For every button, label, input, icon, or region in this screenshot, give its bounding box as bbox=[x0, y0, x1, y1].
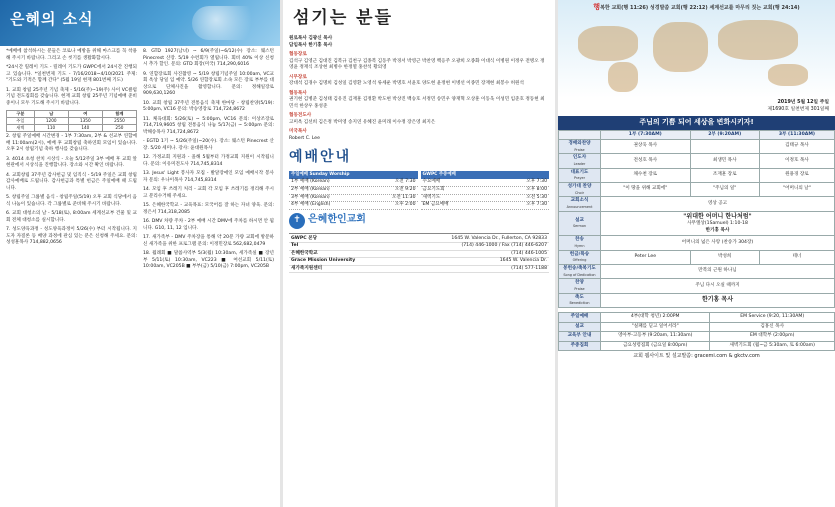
table-header: 합계 bbox=[102, 111, 136, 118]
order-cell: 영상 공고 bbox=[601, 197, 835, 211]
continent-shape bbox=[578, 26, 638, 61]
order-cell: "어머니의 날" bbox=[759, 183, 834, 197]
order-cell: 권상욱 목사 bbox=[601, 140, 691, 154]
address-value: 1645 W. Valencia Dr., Fullerton, CA 92833 bbox=[451, 235, 547, 241]
order-row bbox=[559, 168, 835, 182]
order-cell: 한기홍 목사 bbox=[601, 293, 835, 307]
news-item: *24시간 릴레이 기도 - 릴레이 기도가 GWPC에서 24시간 진행되고 있습니다. *일천번제 기도 - 7/16/2018~4/10/2021 주제: "기도와 기적은 함께 간다" (5월 19일 현재 801번째 기도) bbox=[6, 65, 137, 84]
news-item: *예배에 참석하시는 분들은 코로나 예방을 위해 마스크를 꼭 착용해 주시기 바랍니다. 그리고 손 씻기를 생활화합시다. bbox=[6, 49, 137, 61]
order-cell: 박성희 bbox=[690, 250, 759, 264]
servants-panel bbox=[283, 0, 555, 507]
news-item: 2. 창립 주일예배 시간변경 - 1부 7:30am, 2부 & 선교부 연합예배 11:00am(2시), 예배 후 교회창립 축하연회 모임이 있습니다. 오후 2시 창립기념 축하 행사를 갖습니다. bbox=[6, 133, 137, 153]
news-title: 은혜의 소식 bbox=[10, 10, 94, 28]
group-members: Robert C. Lee bbox=[289, 135, 320, 141]
address-label: GWPC 본당 bbox=[291, 235, 318, 241]
sermon-title: "위대한 어머니 한나처럼" bbox=[683, 212, 752, 220]
table-header: 여 bbox=[68, 111, 102, 118]
order-label-en: Announcement bbox=[566, 204, 593, 209]
continent-shape bbox=[608, 62, 638, 92]
service-header: 1부 (7:30AM) bbox=[601, 130, 691, 140]
banner-decoration bbox=[192, 6, 272, 40]
row-time: 오후 8:00 bbox=[526, 186, 547, 192]
church-logo bbox=[289, 213, 549, 229]
table-corner bbox=[559, 130, 601, 140]
order-row bbox=[559, 211, 835, 236]
service-label: 교육부 안내 bbox=[559, 332, 601, 342]
order-label-en: Hymn bbox=[574, 243, 585, 248]
address-row bbox=[289, 251, 549, 259]
order-cell bbox=[690, 140, 759, 154]
news-item: 11. 체육대회: 5/26(토) ~ 5:00pm, VC16 문의: 이상조장로 714,719,9605 창립 전통음식 나눔 5/17(금) ~ 5:00pm 문의: 박해송목사 714,724,8672 bbox=[143, 116, 274, 135]
service-row bbox=[559, 313, 835, 323]
table-cell: 새벽 bbox=[7, 125, 35, 132]
news-item: 6. 교회 대청소의 날 - 5/18(토), 8:00am 세계선교부 건물 및 교회 전체 대청소를 실시합니다. bbox=[6, 211, 137, 223]
order-row bbox=[559, 250, 835, 264]
website-footer[interactable]: 교회 웹사이트 및 설교말씀: gracemi.com & gkctv.com bbox=[633, 353, 760, 360]
service-cell: 영아부-고등부 (9:20am, 11:30am) bbox=[601, 332, 710, 342]
order-cell: 채수천 장로 bbox=[601, 168, 691, 182]
row-time: 오전 5:30 bbox=[526, 194, 547, 200]
order-cell: 만복의 근원 하나님 bbox=[601, 265, 835, 279]
order-label-en: Offering bbox=[572, 258, 587, 263]
address-row bbox=[289, 266, 549, 274]
order-row bbox=[559, 293, 835, 307]
news-item: 12. 가정교회 지원과 - 올해 5월부터 가정교회 지원이 시작됩니다. 문의: 이유미전도사 714,745,8314 bbox=[143, 155, 274, 167]
row-label: 3부 예배 (Korean) bbox=[291, 194, 330, 200]
address-label: 새가족지원센터 bbox=[291, 265, 323, 271]
slogan-text: 복한 교회(행 11:26) 성경말씀 교회(행 22:12) 세계선교를 마무리 짓는 교회(행 24:14) bbox=[600, 5, 800, 11]
group-members: 고미옥 김선희 김은정 박미영 송지연 유혜진 윤미래 이수정 장은영 최지은 bbox=[289, 119, 436, 125]
table-header: 남 bbox=[34, 111, 68, 118]
news-item: 9. 연합장로회 사진촬영 ~ 5/19 창립기념주일 10:00am, VC교회 옥상 당일 입 예약. 5/26 연합장로회 소속 모든 장로 부부를 대상으로 단체사진을 촬영합니다. 문의: 정해일장로 909,630,1260 bbox=[143, 71, 274, 97]
group-members: 김석구 김영근 김대진 김복규 김천구 김종복 김동주 박경서 박영근 박찬영 백응주 오광희 오종화 이대식 이병원 이정우 전병오 정영윤 정재식 조상현 최병수 한정열 홍찬석 황의영 bbox=[289, 58, 545, 71]
schedule-row bbox=[421, 202, 550, 210]
service-label: 주중집회 bbox=[559, 341, 601, 351]
news-item: 10. 교회 창립 37주년 전통음식 축제 한마당 - 창립찬양(5/19): 5:00pm, VC16 문의: 박승영장로 714,724,8672 bbox=[143, 100, 274, 113]
order-label-en: Choir bbox=[575, 190, 584, 195]
row-label: 수요예배 bbox=[422, 179, 441, 185]
news-item: 17. 새가족부 - DMV 주차장을 통해 약 20분 가량 교회에 방문하신 새가족을 위한 프로그램 문의: 이정민장로 562,682,0479 bbox=[143, 235, 274, 247]
service-row bbox=[559, 322, 835, 332]
address-label: 은혜한국학교 bbox=[291, 250, 318, 256]
order-cell: 최생민 목사 bbox=[690, 154, 759, 168]
row-time: 오후 2:00 bbox=[394, 202, 416, 208]
order-cell: 테너 bbox=[759, 250, 834, 264]
service-cell: EM 대학부 (2:00pm) bbox=[710, 332, 835, 342]
row-label: 금요기도회 bbox=[422, 186, 445, 192]
order-cell: 전성호 목사 bbox=[601, 154, 691, 168]
order-cell: Peter Lee bbox=[601, 250, 691, 264]
row-time: 오후 7:30 bbox=[526, 179, 547, 185]
order-cell: 원용경 장로 bbox=[759, 168, 834, 182]
news-panel bbox=[0, 0, 280, 507]
order-cell: 어머니의 넓은 사랑 (찬송가 304장) bbox=[601, 236, 835, 250]
address-list bbox=[289, 233, 549, 274]
news-item: 18. 월례회 ■ 말씀사역부 5/3(월) 10:30am, 세가족실 ■ 장년부 5/11(토) 10:30am, VC223 ■ 여선교회 5/11(토) 10:00am, VC205B ■ 부부(금) 5/10(금) 7:00pm, VC205B bbox=[143, 251, 274, 270]
address-row bbox=[289, 258, 549, 266]
table-cell: 1200 bbox=[34, 118, 68, 125]
order-cell: "이 땅을 위해 교회에" bbox=[601, 183, 691, 197]
order-label-en: Leader bbox=[573, 161, 586, 166]
church-name: 은혜한인교회 bbox=[308, 214, 366, 226]
row-time: 오전 9:20 bbox=[394, 186, 416, 192]
schedule-row bbox=[421, 179, 550, 187]
address-value: (714) 577-1188 bbox=[511, 265, 547, 271]
address-value: (714) 446-1005 bbox=[511, 250, 547, 256]
order-label: 성가대 찬양 bbox=[567, 184, 592, 190]
table-cell: 주일 bbox=[7, 118, 35, 125]
news-item: 14. 모임 후 쓰레기 처리 - 교회 각 모임 후 쓰레기를 정리해 주시고 분리수거해 주세요. bbox=[143, 187, 274, 199]
group-members: 권기현 김병준 김성태 김유진 김재훈 김정환 박도현 박상진 백승호 서정민 송민우 양재혁 오상훈 이동욱 이성민 임준호 정동현 최민석 한상우 홍성준 bbox=[289, 97, 545, 109]
service-label: 설교 bbox=[559, 322, 601, 332]
order-label: 인도자 bbox=[572, 155, 587, 161]
news-left-column bbox=[6, 49, 137, 274]
order-cell: 김태규 목사 bbox=[759, 140, 834, 154]
group-title: 미국목사 bbox=[289, 129, 307, 135]
order-label: 헌금/특송 bbox=[569, 251, 590, 257]
schedule-row bbox=[289, 202, 418, 210]
news-item: 5. 창립주일 그룹별 음식 - 창립주일(5/19) 오후 교회 식당에서 음식 나눔이 있습니다. 각 그룹별로 준비해 주시기 바랍니다. bbox=[6, 195, 137, 207]
order-label: 찬송 bbox=[575, 237, 584, 243]
order-label: 설교 bbox=[575, 217, 584, 223]
schedule-row bbox=[289, 195, 418, 203]
continent-shape bbox=[718, 20, 798, 60]
news-item: 7. 성도양육과정 - 성도양육과정이 5/26(수) 부터 시작됩니다. 지도자 자질론 등 배양 과정에 관심 있는 분은 신청해 주세요. 문의: 성성훈목사 714,882,0656 bbox=[6, 227, 137, 246]
schedule-section bbox=[289, 171, 418, 209]
group-members: 강대석 김경수 김명희 김성일 김영환 노영석 류세운 박명호 서윤호 양도현 윤정현 이병선 이종민 장재현 최봉수 허원석 bbox=[289, 81, 524, 87]
schedule-row bbox=[289, 187, 418, 195]
attendance-table bbox=[6, 110, 137, 132]
worship-schedule bbox=[289, 148, 549, 209]
bulletin-front bbox=[558, 0, 835, 507]
order-label: 대표기도 bbox=[570, 169, 589, 175]
order-cell: "주님의 일" bbox=[690, 183, 759, 197]
order-row bbox=[559, 236, 835, 250]
order-label: 찬양 bbox=[575, 280, 584, 286]
news-item: 3. 4014 초청 찬치 시상식 - 오늘 5/12주일 3부 예배 후 교회 앞 현관에서 시상식을 진행합니다. 장소와 시간 확인 바랍니다. bbox=[6, 156, 137, 169]
senior-pastor: 원로목사 김광신 목사 bbox=[289, 36, 333, 42]
sermon-preacher: 한기홍 목사 bbox=[705, 227, 730, 233]
order-label-en: Song of Dedication bbox=[563, 272, 596, 277]
order-cell: 조재훈 장로 bbox=[690, 168, 759, 182]
theme-banner: 주님의 기쁨 되어 세상을 변화시키자! bbox=[558, 116, 835, 130]
news-item: 4. 교회창립 37주년 감사헌금 및 임직식 - 5/19 주일은 교회 창립 감사예배로 드립니다. 감사헌금과 특별 헌금은 주일예배 때 드립니다. bbox=[6, 172, 137, 191]
church-logo-icon: ✝ bbox=[289, 213, 305, 229]
order-cell: 주님 다시 오실 때까지 bbox=[601, 279, 835, 293]
news-item: 13. Jesus' Light 봉사자 모집 - 발달장애인 모임 예배시작 봉사자 문의: 우나이목사 714,745,8314 bbox=[143, 171, 274, 183]
worship-order-table bbox=[558, 130, 835, 309]
news-right-column bbox=[143, 49, 274, 274]
service-cell: "실패를 딛고 일어서라" bbox=[601, 322, 710, 332]
schedule-row bbox=[421, 187, 550, 195]
row-label: 4부 예배 (English) bbox=[291, 202, 331, 208]
news-banner bbox=[0, 0, 280, 46]
lead-pastor: 담임목사 한기홍 목사 bbox=[289, 42, 333, 48]
service-row bbox=[559, 332, 835, 342]
other-services-table bbox=[558, 312, 835, 351]
order-row bbox=[559, 279, 835, 293]
service-header: 2부 (9:20AM) bbox=[690, 130, 759, 140]
slogan-prefix: 행 bbox=[593, 3, 601, 11]
row-time: 오후 7:30 bbox=[526, 202, 547, 208]
order-label-en: Prayer bbox=[574, 176, 585, 181]
address-value: 1645 W. Valencia Dr. bbox=[499, 258, 547, 264]
address-row bbox=[289, 236, 549, 244]
table-cell: 250 bbox=[102, 125, 136, 132]
continent-shape bbox=[653, 22, 708, 72]
row-time: 오전 7:30 bbox=[394, 179, 416, 185]
row-label: 2부 예배 (Korean) bbox=[291, 186, 330, 192]
table-cell: 2550 bbox=[102, 118, 136, 125]
group-title: 협동장로 bbox=[289, 52, 307, 58]
table-header: 구분 bbox=[7, 111, 35, 118]
row-time: 오전 11:30 bbox=[391, 194, 416, 200]
schedule-section bbox=[421, 171, 550, 209]
service-cell: 새벽기도회 (월~금 5:30am, 토 6:00am) bbox=[710, 341, 835, 351]
order-label-en: Praise bbox=[574, 286, 585, 291]
address-label: Grace Mission University bbox=[291, 258, 356, 264]
service-cell: 4부(대학 청년) 2:00PM bbox=[601, 313, 710, 323]
service-label: 주일예배 bbox=[559, 313, 601, 323]
order-row bbox=[559, 197, 835, 211]
order-row bbox=[559, 154, 835, 168]
row-label: 1부 예배 (Korean) bbox=[291, 179, 330, 185]
schedule-row bbox=[289, 179, 418, 187]
table-cell: 110 bbox=[34, 125, 68, 132]
section-header: 주일예배 Sunday Worship bbox=[289, 171, 418, 179]
order-row bbox=[559, 183, 835, 197]
order-row bbox=[559, 265, 835, 279]
continent-shape bbox=[768, 64, 808, 86]
service-cell: 금요성령집회 (금요일 8:00pm) bbox=[601, 341, 710, 351]
schedule-title: 예배안내 bbox=[289, 149, 352, 166]
order-label: 경배와찬양 bbox=[568, 141, 591, 147]
servants-title: 섬기는 분들 bbox=[293, 8, 394, 28]
bulletin-volume: 제1690호 일천번제 301일째 bbox=[767, 106, 829, 112]
service-cell: EM Service (9:20, 11:30AM) bbox=[710, 313, 835, 323]
service-cell: 김홍신 목사 bbox=[710, 322, 835, 332]
order-label-en: Sermon bbox=[572, 224, 587, 229]
order-label: 교회소식 bbox=[570, 198, 589, 204]
order-label: 봉헌송/축복기도 bbox=[563, 266, 596, 271]
group-title: 협동전도사 bbox=[289, 113, 312, 119]
order-cell: 이정호 목사 bbox=[759, 154, 834, 168]
table-cell: 1350 bbox=[68, 118, 102, 125]
address-value: (714) 446-1000 / Fax (714) 446-6207 bbox=[461, 243, 547, 249]
order-label-en: Praise bbox=[574, 147, 585, 152]
schedule-row bbox=[421, 195, 550, 203]
sermon-scripture: 사무엘상(1Samuel) 1:10-18 bbox=[687, 221, 748, 227]
news-item: - EGTD 1기 ~ 5/26(주일)~20(수). 장소: 웨스턴 Pinecrest 산장. 5/20 세미나. 강사: 윤대원목사 bbox=[143, 139, 274, 151]
group-title: 시무장로 bbox=[289, 74, 307, 80]
address-label: Tel bbox=[291, 243, 299, 249]
order-label: 축도 bbox=[575, 294, 584, 300]
group-title: 협동목사 bbox=[289, 90, 307, 96]
order-label-en: Benediction bbox=[569, 301, 590, 306]
table-cell: 140 bbox=[68, 125, 102, 132]
service-row bbox=[559, 341, 835, 351]
bulletin-date: 2019년 5월 12일 주일 bbox=[777, 100, 829, 105]
news-item: 1. 교회 창립 25주년 기념 축제 - 5/16(주)~19(주) 사이 VC클럽 기념 전도집회를 갖습니다. 현재 교회 창립 25주년 기념예배 준비 중이니 모두 기도해 주시기 바랍니다. bbox=[6, 87, 137, 106]
order-row bbox=[559, 140, 835, 154]
row-label: EM 금요예배 bbox=[422, 202, 449, 208]
church-slogan bbox=[562, 3, 831, 13]
service-header: 3부 (11:30AM) bbox=[759, 130, 834, 140]
news-item: 16. DMV 차량 주차 - 2부 예배 시간 DMV에 주차를 하시면 안 됩니다. G10, 11, 12 입니다. bbox=[143, 219, 274, 231]
row-label: 새벽기도 bbox=[422, 194, 441, 200]
address-row bbox=[289, 243, 549, 251]
news-item: 15. 은혜한국학교 - 교육목표: 모국어를 잘 하는 자녀 양육. 문의: 정은서 714,318,2085 bbox=[143, 203, 274, 215]
news-item: 8. GTD 1927(남녀) ~ 6/9(주일)~6/12(수) 장소: 웨스턴 Pinecrest 산장. 5/19 수련회가 열립니다. 회비 40% 이상 신청 시 추가 할인. 문의: GTD 회장(미국) 714,290,6016 bbox=[143, 49, 274, 68]
world-map-image bbox=[558, 0, 835, 98]
section-header: GWPC 주중예배 bbox=[421, 171, 550, 179]
